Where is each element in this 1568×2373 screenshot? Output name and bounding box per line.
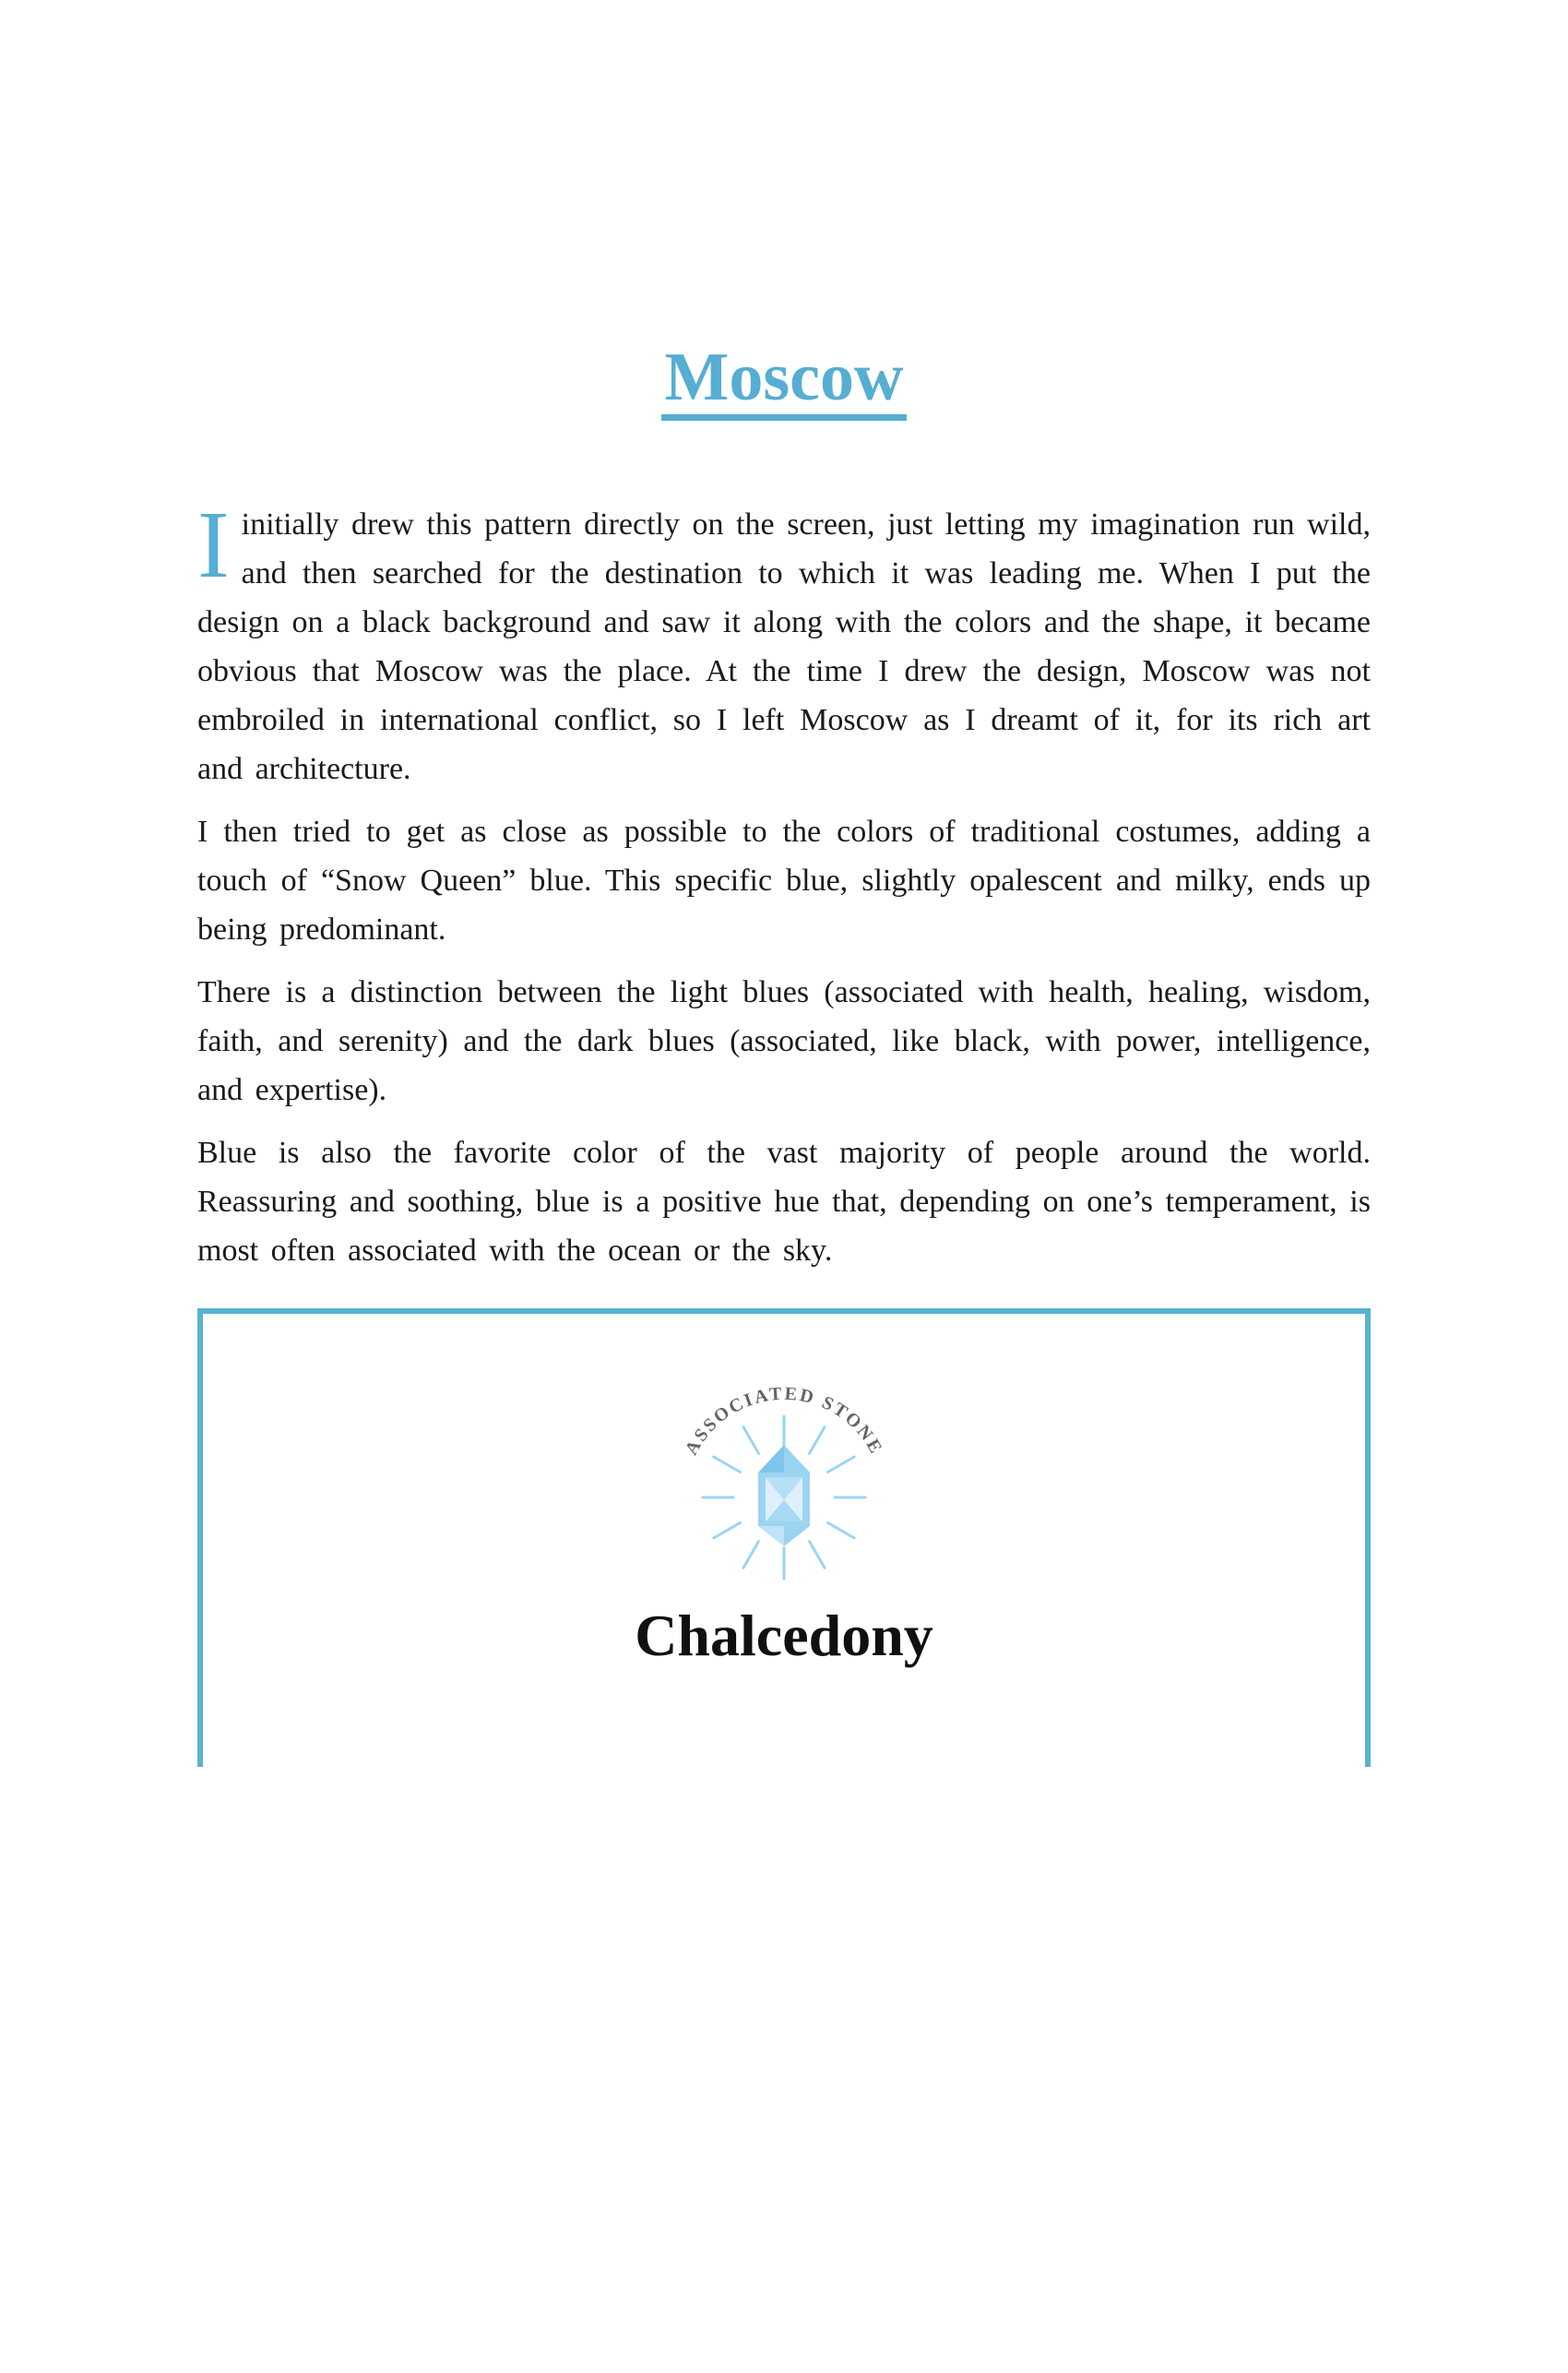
- associated-stone-logo: [600, 1338, 968, 1596]
- paragraph-1: [197, 492, 1371, 793]
- paragraph-1-text: initially drew this pattern directly on the screen, just letting my imagination run wild, and then searched for the destination to which it was leading me. When I put the design on a black background and saw it along with the colors and the shape, it became obvious that Moscow was the place. At the time I drew the design, Moscow was not embroiled in international conflict, so I left Moscow as I dreamt of it, for its rich art and architecture.: [197, 507, 1371, 786]
- paragraph-4: Blue is also the favorite color of the vast majority of people around the world. Reassuring and soothing, blue is a positive hue that, depending on one’s temperament, is most often associated with the ocean or the sky.: [197, 1136, 1371, 1268]
- page-title-text: Moscow: [661, 343, 908, 421]
- paragraph-2: I then tried to get as close as possible to the colors of traditional costumes, adding a touch of “Snow Queen” blue. This specific blue, slightly opalescent and milky, ends up being predominant.: [197, 815, 1371, 947]
- arc-label: ASSOCIATED STONE: [681, 1383, 887, 1459]
- associated-stone-box: [197, 1308, 1371, 1767]
- document-page: [0, 340, 1568, 1767]
- crystal-gem-icon: [758, 1445, 810, 1546]
- stone-name-heading: Chalcedony: [635, 1603, 933, 1668]
- page-title: [197, 340, 1371, 421]
- drop-cap: I: [197, 492, 230, 598]
- paragraph-3: There is a distinction between the light blues (associated with health, healing, wisdom, faith, and serenity) and the dark blues (associated, like black, with power, intelligence, and expertise).: [197, 975, 1371, 1107]
